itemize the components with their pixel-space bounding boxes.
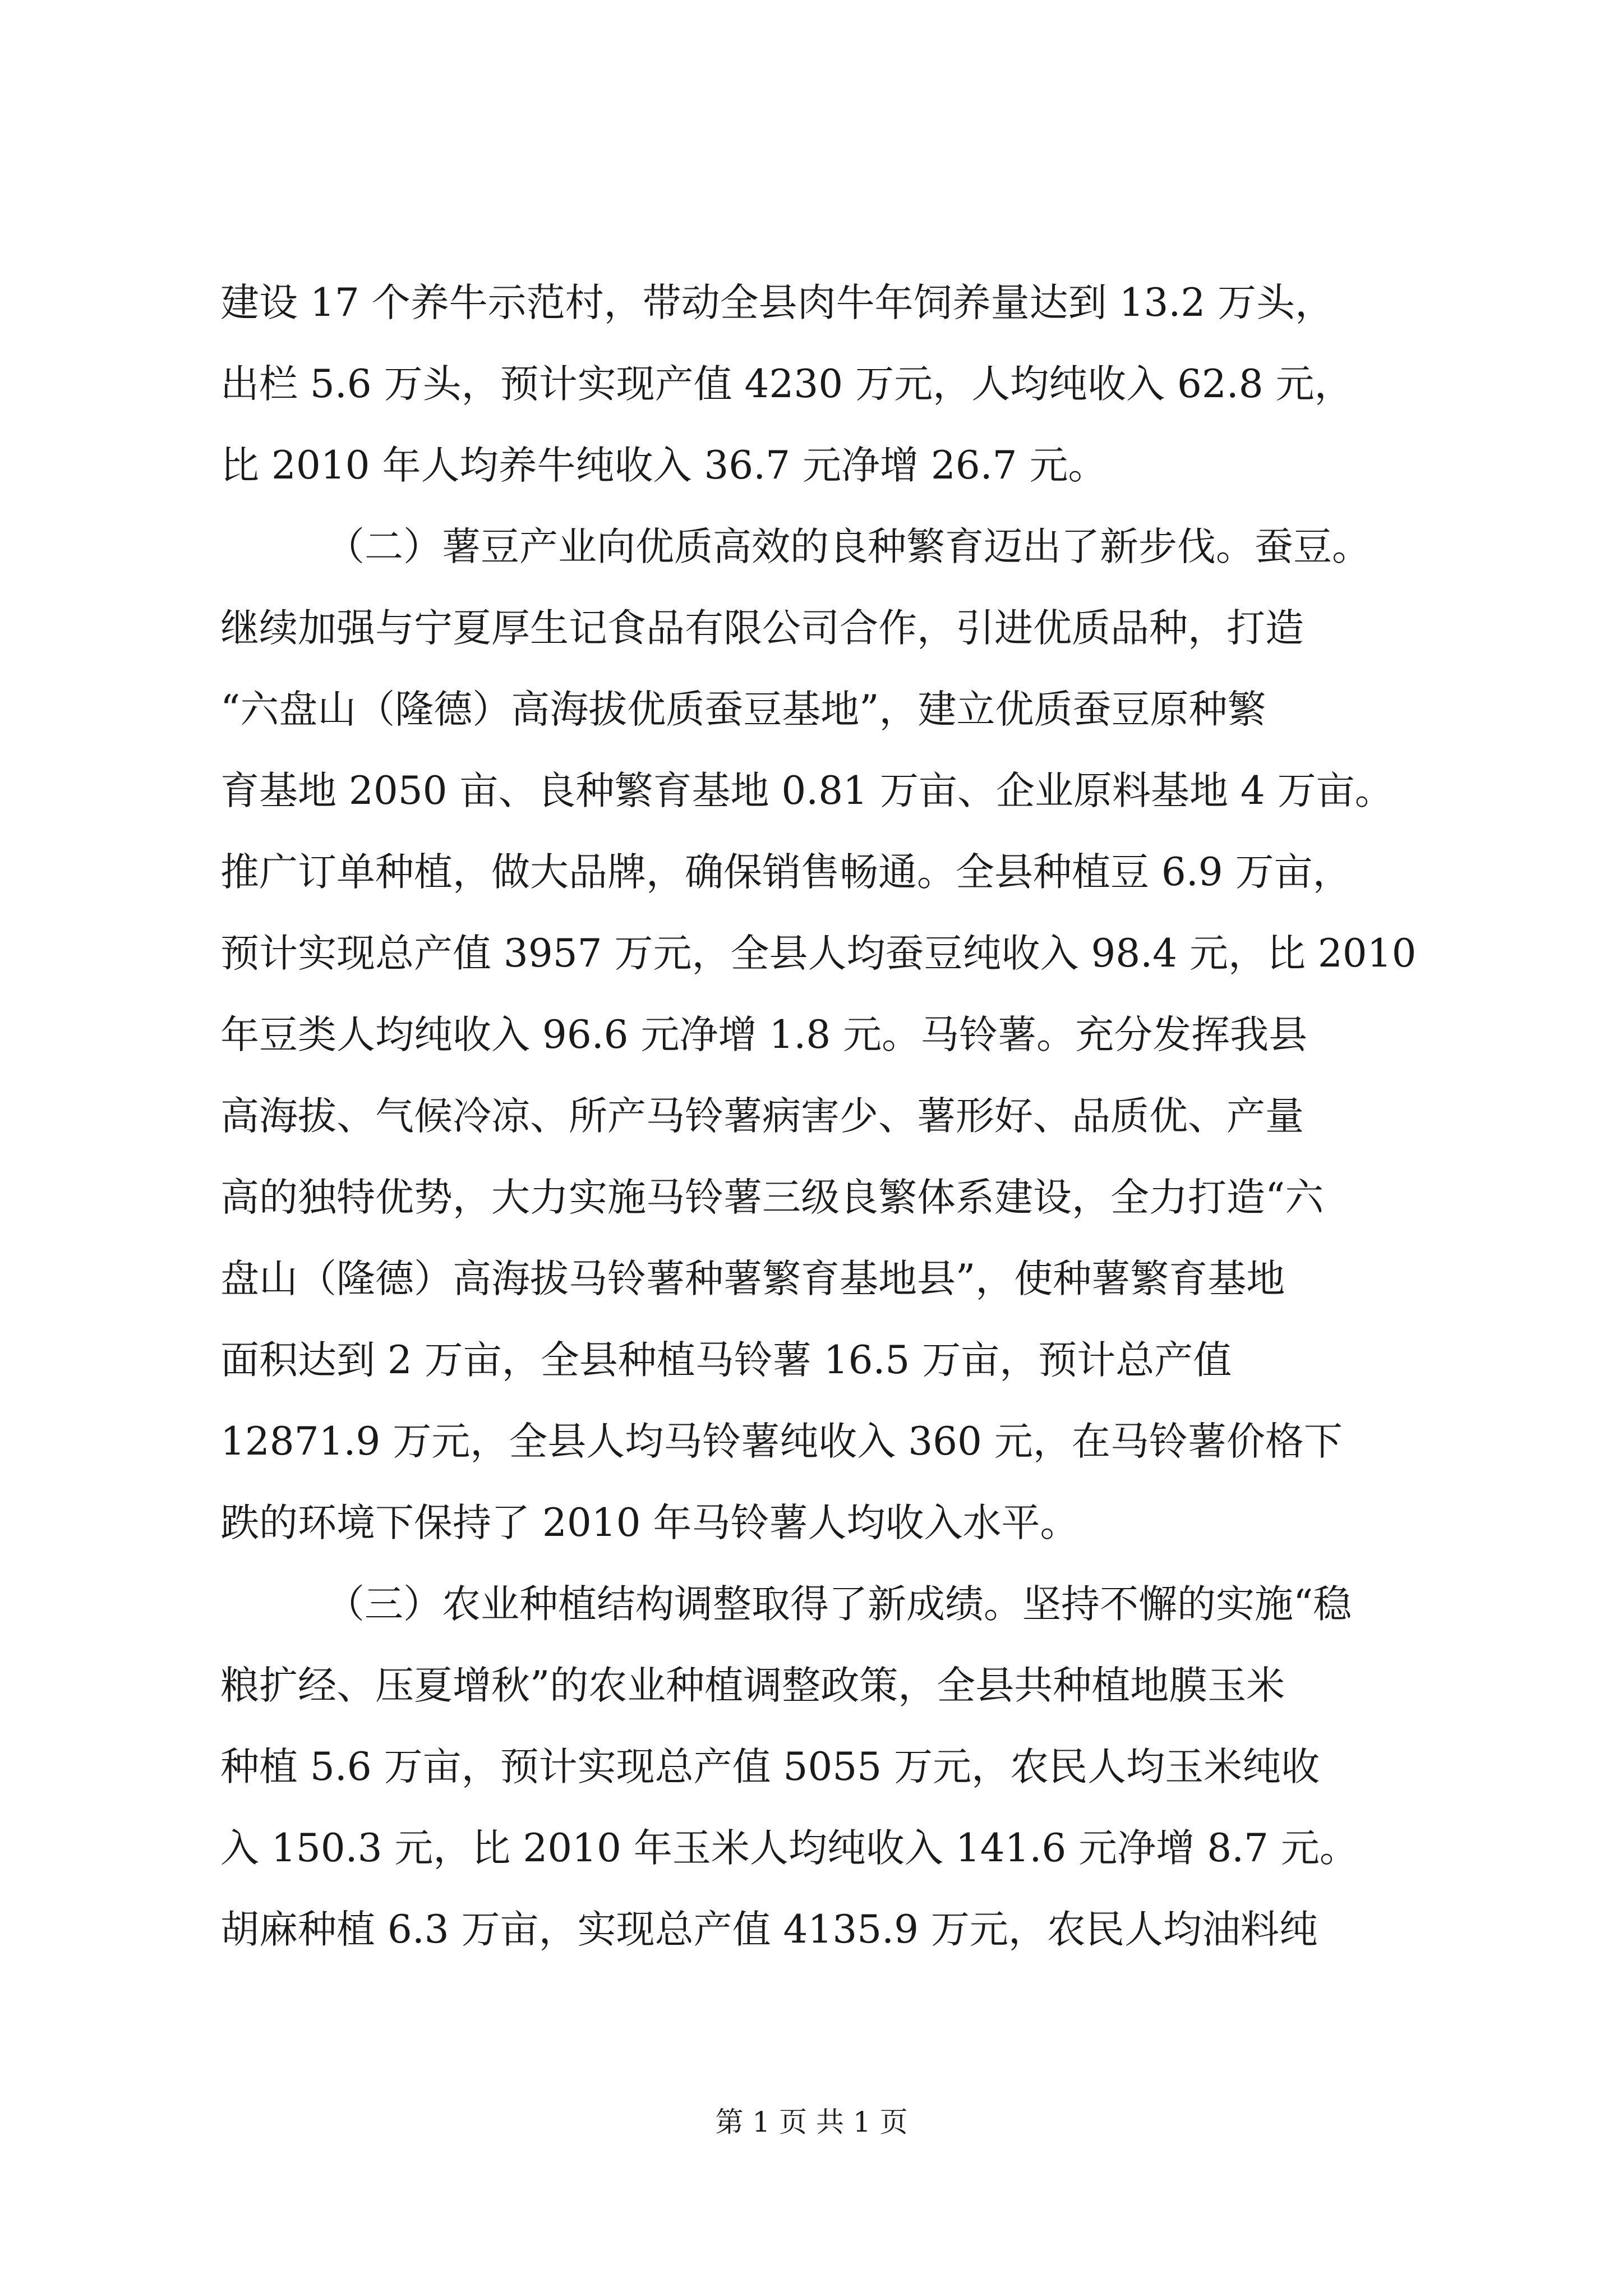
text-line: 育基地 2050 亩、良种繁育基地 0.81 万亩、企业原料基地 4 万亩。 [220,769,1394,813]
text-line: 出栏 5.6 万头，预计实现产值 4230 万元，人均纯收入 62.8 元， [220,362,1353,407]
text-line: 跌的环境下保持了 2010 年马铃薯人均收入水平。 [220,1501,1079,1545]
text-line: 种植 5.6 万亩，预计实现总产值 5055 万元，农民人均玉米纯收 [220,1745,1320,1789]
text-line: 盘山（隆德）高海拔马铃薯种薯繁育基地县”，使种薯繁育基地 [220,1257,1285,1301]
text-line: 高海拔、气候冷凉、所产马铃薯病害少、薯形好、品质优、产量 [220,1094,1304,1139]
text-line: 建设 17 个养牛示范村，带动全县肉牛年饲养量达到 13.2 万头， [220,280,1334,325]
text-line: 粮扩经、压夏增秋”的农业种植调整政策，全县共种植地膜玉米 [220,1663,1285,1708]
text-line: 胡麻种植 6.3 万亩，实现总产值 4135.9 万元，农民人均油料纯 [220,1907,1318,1952]
text-line: 推广订单种植，做大品牌，确保销售畅通。全县种植豆 6.9 万亩， [220,850,1352,895]
text-line: 高的独特优势，大力实施马铃薯三级良繁体系建设，全力打造“六 [220,1175,1324,1220]
text-line: “六盘山（隆德）高海拔优质蚕豆基地”，建立优质蚕豆原种繁 [220,687,1266,732]
body-text [220,263,1415,1971]
section-2-first-line: （二）薯豆产业向优质高效的良种繁育迈出了新步伐。蚕豆。 [326,524,1371,569]
text-line: 面积达到 2 万亩，全县种植马铃薯 16.5 万亩，预计总产值 [220,1338,1232,1383]
text-line: 12871.9 万元，全县人均马铃薯纯收入 360 元，在马铃薯价格下 [220,1419,1343,1464]
text-line: 年豆类人均纯收入 96.6 元净增 1.8 元。马铃薯。充分发挥我县 [220,1013,1308,1057]
text-line: 入 150.3 元，比 2010 年玉米人均纯收入 141.6 元净增 8.7 元。 [220,1826,1358,1871]
text-line: 比 2010 年人均养牛纯收入 36.7 元净增 26.7 元。 [220,443,1107,488]
text-line: 预计实现总产值 3957 万元，全县人均蚕豆纯收入 98.4 元，比 2010 [220,931,1417,976]
section-3-first-line: （三）农业种植结构调整取得了新成绩。坚持不懈的实施“稳 [326,1582,1352,1627]
page-footer: 第 1 页 共 1 页 [715,2106,908,2138]
text-line: 继续加强与宁夏厚生记食品有限公司合作，引进优质品种，打造 [220,606,1304,651]
